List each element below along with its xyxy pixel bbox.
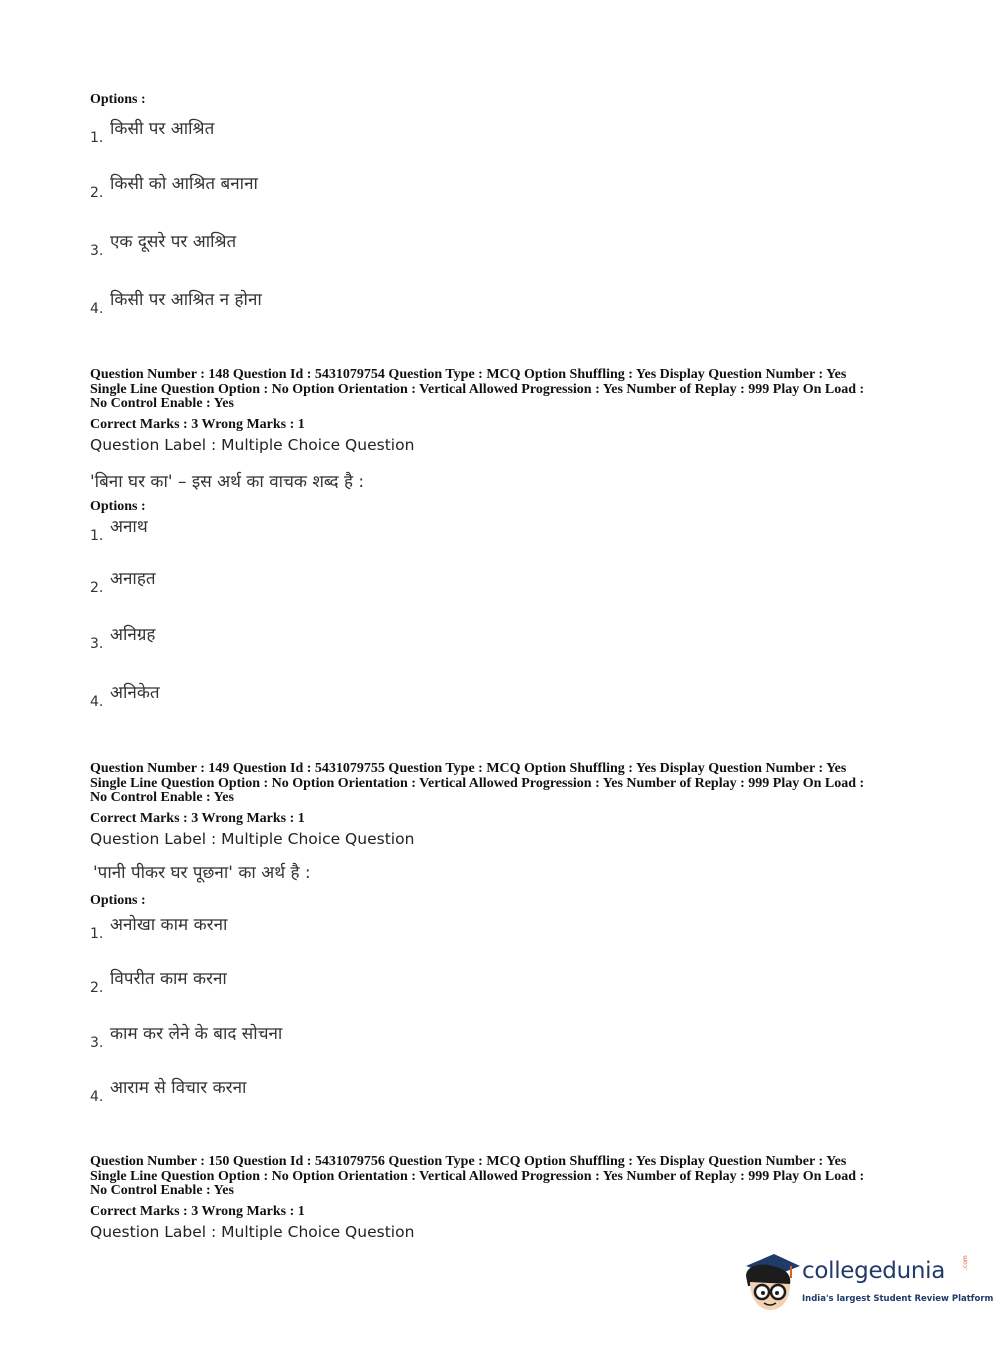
option-text: एक दूसरे पर आश्रित [110, 232, 237, 252]
question-label: Question Label : Multiple Choice Question [90, 1223, 415, 1241]
question-marks: Correct Marks : 3 Wrong Marks : 1 [90, 417, 305, 432]
question-label: Question Label : Multiple Choice Question [90, 830, 415, 848]
option-item [90, 566, 490, 596]
option-text: अनिग्रह [110, 625, 156, 645]
option-item [90, 287, 490, 317]
logo-domain-suffix: .com [962, 1255, 969, 1270]
option-number: 4. [90, 301, 104, 317]
question-marks: Correct Marks : 3 Wrong Marks : 1 [90, 1204, 305, 1219]
question-meta-line: Question Number : 148 Question Id : 5431079754 Question Type : MCQ Option Shuffling : Yes Display Question Number : Yes [90, 367, 847, 382]
question-meta-line: Single Line Question Option : No Option Orientation : Vertical Allowed Progression : Yes Number of Replay : 999 Play On Load : [90, 775, 865, 791]
option-number: 3. [90, 243, 104, 259]
option-number: 2. [90, 185, 104, 201]
question-meta-line: Single Line Question Option : No Option Orientation : Vertical Allowed Progression : Yes Number of Replay : 999 Play On Load : [90, 381, 865, 397]
question-marks: Correct Marks : 3 Wrong Marks : 1 [90, 811, 305, 826]
option-item [90, 229, 490, 259]
option-number: 1. [90, 130, 104, 146]
logo-tagline: India's largest Student Review Platform [802, 1294, 994, 1304]
question-meta-line: Question Number : 150 Question Id : 5431079756 Question Type : MCQ Option Shuffling : Yes Display Question Number : Yes [90, 1154, 847, 1169]
logo-brand-text: collegedunia [802, 1258, 946, 1284]
question-meta [90, 1155, 920, 1199]
option-number: 2. [90, 980, 104, 996]
option-item [90, 171, 490, 201]
option-item [90, 116, 490, 146]
collegedunia-logo [740, 1252, 994, 1322]
option-number: 4. [90, 1089, 104, 1105]
option-item [90, 680, 490, 710]
option-text: आराम से विचार करना [110, 1078, 247, 1098]
question-label: Question Label : Multiple Choice Question [90, 436, 415, 454]
option-text: अनाहत [110, 569, 156, 589]
option-text: किसी पर आश्रित [110, 119, 215, 139]
options-heading: Options : [90, 499, 146, 514]
option-text: अनोखा काम करना [110, 915, 228, 935]
option-number: 3. [90, 636, 104, 652]
question-meta-line: No Control Enable : Yes [90, 396, 234, 411]
options-heading: Options : [90, 893, 146, 908]
question-text: 'बिना घर का' – इस अर्थ का वाचक शब्द है : [90, 472, 365, 492]
question-meta-line: Single Line Question Option : No Option Orientation : Vertical Allowed Progression : Yes Number of Replay : 999 Play On Load : [90, 1168, 865, 1184]
option-number: 1. [90, 926, 104, 942]
option-number: 1. [90, 528, 104, 544]
option-item [90, 622, 490, 652]
option-text: विपरीत काम करना [110, 969, 227, 989]
question-meta-line: Question Number : 149 Question Id : 5431079755 Question Type : MCQ Option Shuffling : Yes Display Question Number : Yes [90, 761, 847, 776]
option-item [90, 1075, 490, 1105]
question-meta-line: No Control Enable : Yes [90, 790, 234, 805]
option-text: अनिकेत [110, 683, 160, 703]
question-meta [90, 762, 920, 806]
option-text: किसी को आश्रित बनाना [110, 174, 258, 194]
option-item [90, 966, 490, 996]
question-meta-line: No Control Enable : Yes [90, 1183, 234, 1198]
option-item [90, 912, 490, 942]
option-text: अनाथ [110, 517, 148, 537]
option-number: 4. [90, 694, 104, 710]
option-item [90, 1021, 490, 1051]
options-heading: Options : [90, 92, 146, 107]
option-text: काम कर लेने के बाद सोचना [110, 1024, 283, 1044]
option-number: 3. [90, 1035, 104, 1051]
option-text: किसी पर आश्रित न होना [110, 290, 262, 310]
question-meta [90, 368, 920, 412]
option-item [90, 514, 490, 544]
mascot-icon [740, 1252, 800, 1314]
question-text: 'पानी पीकर घर पूछना' का अर्थ है : [93, 863, 311, 883]
option-number: 2. [90, 580, 104, 596]
